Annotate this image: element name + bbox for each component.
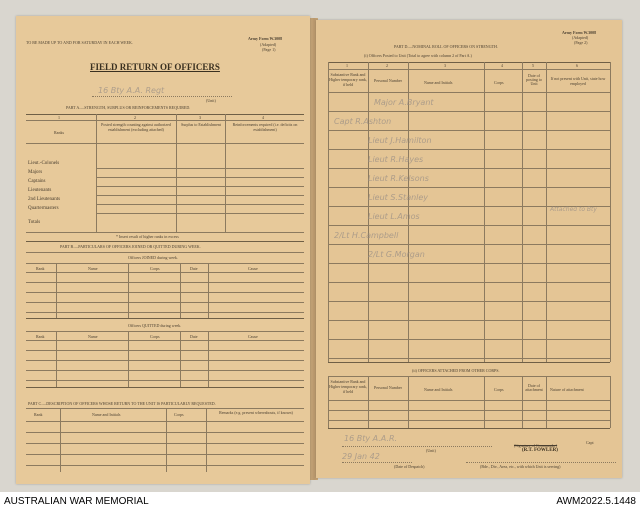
- rank-2nd-lieutenants: 2nd Lieutenants: [28, 197, 61, 202]
- date-handwritten: 29 Jan 42: [342, 452, 380, 461]
- d-col-5: 5: [532, 63, 534, 68]
- d-header-name: Name and Initials: [424, 80, 453, 85]
- part-d-ii-title: (ii) OFFICERS ATTACHED FROM OTHER CORPS.: [412, 368, 500, 373]
- part-c-title: PART C.—DESCRIPTION OF OFFICERS WHOSE RETURN TO THE UNIT IS PARTICULARLY REQUESTED.: [28, 401, 216, 406]
- pencil-name-3: Lieut J.Hamilton: [368, 136, 432, 145]
- d-col-1: 1: [346, 63, 348, 68]
- reinforcements-header: Reinforcements required (i.e. deficits on establishment): [232, 122, 298, 132]
- surplus-header: Surplus to Establishment: [181, 122, 221, 127]
- a-header-name: Name and Initials: [424, 387, 453, 392]
- quitted-date: Date: [190, 334, 198, 339]
- a-header-nature: Nature of attachment: [550, 387, 584, 392]
- pencil-name-7: Lieut L.Amos: [368, 212, 420, 221]
- a-header-date: Date of attachment: [525, 383, 543, 392]
- formation-caption: (Bde., Div., Area, etc., with which Unit is serving): [480, 464, 561, 469]
- quitted-rank: Rank: [36, 334, 45, 339]
- form-id: Army Form W.3008: [248, 36, 283, 41]
- quitted-cause: Cause: [248, 334, 258, 339]
- d-col-4: 4: [501, 63, 503, 68]
- form-sub: (Adapted): [260, 42, 277, 47]
- joined-name: Name: [88, 266, 98, 271]
- roll-rule: [328, 149, 610, 150]
- ranks-header: Ranks: [54, 130, 64, 135]
- roll-rule: [328, 339, 610, 340]
- rank-totals: Totals: [28, 220, 41, 225]
- pencil-name-4: Lieut R.Hayes: [368, 155, 424, 164]
- left-page: [16, 16, 310, 484]
- d-col-2: 2: [386, 63, 388, 68]
- signature-name: (R.T. FOWLER): [522, 448, 558, 453]
- page-title: FIELD RETURN OF OFFICERS: [90, 62, 220, 72]
- a-header-rank: Substantive Rank and Higher temporary rank, if held: [329, 379, 367, 394]
- part-c-name: Name and Initials: [92, 412, 121, 417]
- roll-rule: [328, 244, 610, 245]
- pencil-name-8: 2/Lt H.Campbell: [334, 231, 399, 240]
- part-c-remarks: Remarks (e.g. present whereabouts, if known): [219, 410, 293, 415]
- form-page: (Page 1): [262, 47, 276, 52]
- col-2: 2: [134, 115, 136, 120]
- unit-handwritten-right: 16 Bty A.A.R.: [344, 434, 398, 443]
- right-page: [316, 20, 622, 478]
- signature-label: (Signature of Commander): [514, 443, 558, 448]
- part-d-sub: (i) Officers Posted to Unit (Total to agree with column 2 of Part A.): [364, 53, 472, 58]
- quitted-name: Name: [88, 334, 98, 339]
- roll-rule: [328, 282, 610, 283]
- pencil-name-9: 2/Lt G.Morgan: [368, 250, 425, 259]
- footer-institution: AUSTRALIAN WAR MEMORIAL: [4, 496, 149, 507]
- joined-rank: Rank: [36, 266, 45, 271]
- date-caption: (Date of Despatch): [394, 464, 425, 469]
- d-header-remarks: If not present with Unit, state how employed: [550, 76, 606, 86]
- a-header-corps: Corps: [494, 387, 504, 392]
- pencil-name-2: Capt R.Ashton: [334, 117, 392, 126]
- roll-rule: [328, 111, 610, 112]
- part-c-corps: Corps: [174, 412, 184, 417]
- top-note: TO BE MADE UP TO AND FOR SATURDAY IN EACH WEEK.: [26, 40, 133, 45]
- rank-lieutenants: Lieutenants: [28, 188, 52, 193]
- roll-rule: [328, 168, 610, 169]
- form-page-right: (Page 2): [574, 40, 588, 45]
- rank-lieut-colonels: Lieut.-Colonels: [28, 161, 60, 166]
- rank-quartermasters: Quartermasters: [28, 206, 59, 211]
- roll-rule: [328, 301, 610, 302]
- part-d-title: PART D.—NOMINAL ROLL OF OFFICERS ON STRENGTH.: [394, 44, 498, 49]
- posted-header: Posted strength counting against authorized establishment (excluding attached): [101, 122, 171, 132]
- part-b-title: PART B.—PARTICULARS OF OFFICERS JOINED OR QUITTED DURING WEEK.: [60, 244, 201, 249]
- col-1: 1: [58, 115, 60, 120]
- quitted-title: Officers QUITTED during week.: [128, 323, 182, 328]
- d-header-number: Personal Number: [374, 78, 402, 83]
- pencil-name-6: Lieut S.Stanley: [368, 193, 429, 202]
- roll-rule: [328, 187, 610, 188]
- pencil-name-1: Major A.Bryant: [374, 98, 434, 107]
- d-header-rank: Substantive Rank and Higher temporary rank, if held: [329, 72, 367, 87]
- joined-date: Date: [190, 266, 198, 271]
- roll-rule: [328, 358, 610, 359]
- a-header-number: Personal Number: [374, 385, 402, 390]
- roll-rule: [328, 320, 610, 321]
- d-header-date: Date of posting to Unit: [526, 73, 542, 86]
- unit-caption-right: (Unit): [426, 448, 436, 453]
- roll-rule: [328, 225, 610, 226]
- part-a-title: PART A.—STRENGTH, SURPLUS OR REINFORCEMENTS REQUIRED.: [66, 105, 191, 110]
- roll-rule: [328, 130, 610, 131]
- roll-rule: [328, 263, 610, 264]
- d-col-3: 3: [444, 63, 446, 68]
- unit-caption: (Unit): [206, 98, 216, 103]
- col-4: 4: [262, 115, 264, 120]
- pencil-name-5: Lieut R.Kelsons: [368, 174, 429, 183]
- unit-line: [92, 96, 232, 97]
- signature-rank: Capt: [586, 440, 594, 445]
- margin-note: Attached to Bty: [550, 206, 597, 213]
- form-sub-right: (Adapted): [572, 35, 589, 40]
- col-3: 3: [199, 115, 201, 120]
- part-c-rank: Rank: [34, 412, 43, 417]
- form-id-right: Army Form W.3008: [562, 30, 597, 35]
- d-header-corps: Corps: [494, 80, 504, 85]
- unit-handwritten: 16 Bty A.A. Regt: [98, 86, 165, 95]
- footer-accession: AWM2022.5.1448: [556, 496, 636, 507]
- rank-majors: Majors: [28, 170, 43, 175]
- quitted-corps: Corps: [150, 334, 160, 339]
- joined-cause: Cause: [248, 266, 258, 271]
- joined-corps: Corps: [150, 266, 160, 271]
- d-col-6: 6: [576, 63, 578, 68]
- joined-title: Officers JOINED during week.: [128, 255, 178, 260]
- rank-captains: Captains: [28, 179, 46, 184]
- footnote: * Insert result of higher ranks in excess: [116, 234, 179, 239]
